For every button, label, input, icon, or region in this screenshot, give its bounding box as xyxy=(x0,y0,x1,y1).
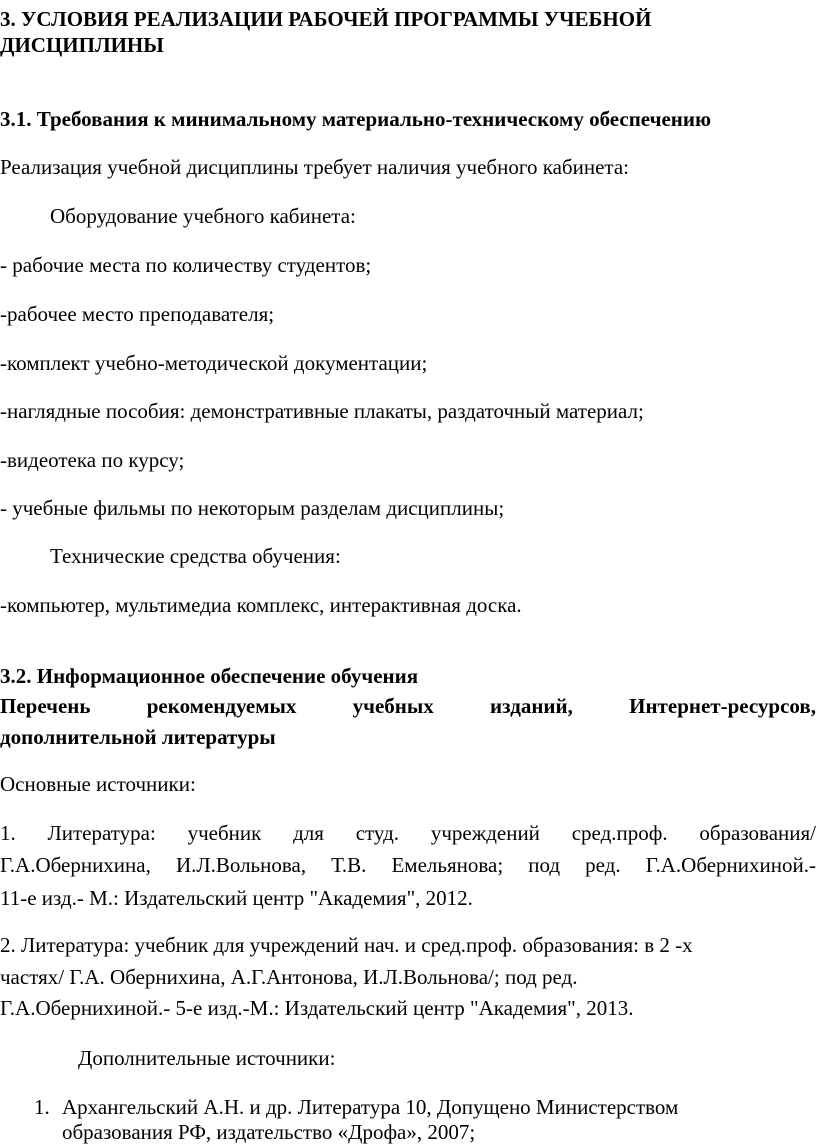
extra-source-1-line2: образования РФ, издательство «Дрофа», 2007; xyxy=(62,1120,476,1144)
equipment-item: - учебные фильмы по некоторым разделам дисциплины; xyxy=(0,496,505,520)
reference-word: для xyxy=(293,821,324,845)
reference-1-line2 xyxy=(0,852,816,878)
tech-item: -компьютер, мультимедиа комплекс, интерактивная доска. xyxy=(0,593,522,617)
reference-word: 1. xyxy=(0,821,16,845)
subheading-word: Перечень xyxy=(0,694,91,718)
subheading-word: изданий, xyxy=(490,694,573,718)
reference-1-line3: 11-е изд.- М.: Издательский центр "Академия", 2012. xyxy=(0,886,473,910)
reference-word: И.Л.Вольнова, xyxy=(175,853,307,877)
subsection-3-1-heading: 3.1. Требования к минимальному материально-техническому обеспечению xyxy=(0,107,712,131)
extra-source-1-number: 1. xyxy=(34,1095,50,1119)
reference-word: Литература: xyxy=(47,821,156,845)
intro-paragraph: Реализация учебной дисциплины требует наличия учебного кабинета: xyxy=(0,155,629,179)
section-title-line2: ДИСЦИПЛИНЫ xyxy=(0,33,164,57)
reference-word: Т.В. xyxy=(331,853,367,877)
reference-1-line1 xyxy=(0,820,816,846)
equipment-item: -рабочее место преподавателя; xyxy=(0,302,275,326)
reference-word: студ. xyxy=(355,821,400,845)
main-sources-heading: Основные источники: xyxy=(0,772,196,796)
subheading-word: учебных xyxy=(352,694,434,718)
reference-word: учебник xyxy=(187,821,262,845)
equipment-heading: Оборудование учебного кабинета: xyxy=(50,204,356,228)
reference-word: Емельянова; xyxy=(391,853,504,877)
reference-word: сред.проф. xyxy=(571,821,668,845)
reference-word: образования/ xyxy=(699,821,816,845)
subsection-3-2-subheading-line2: дополнительной литературы xyxy=(0,725,276,749)
subheading-word: рекомендуемых xyxy=(146,694,297,718)
equipment-item: -видеотека по курсу; xyxy=(0,448,185,472)
reference-word: ред. xyxy=(585,853,621,877)
reference-2-line3: Г.А.Обернихиной.- 5-е изд.-М.: Издательский центр "Академия", 2013. xyxy=(0,996,634,1020)
reference-2-line1: 2. Литература: учебник для учреждений нач. и сред.проф. образования: в 2 -х xyxy=(0,933,693,957)
reference-word: учреждений xyxy=(430,821,540,845)
reference-word: Г.А.Обернихина, xyxy=(0,853,151,877)
extra-sources-heading: Дополнительные источники: xyxy=(78,1046,336,1070)
tech-heading: Технические средства обучения: xyxy=(50,544,341,568)
extra-source-1-line1: Архангельский А.Н. и др. Литература 10, Допущено Министерством xyxy=(62,1095,679,1119)
reference-2-line2: частях/ Г.А. Обернихина, А.Г.Антонова, И.Л.Вольнова/; под ред. xyxy=(0,965,578,989)
equipment-item: - рабочие места по количеству студентов; xyxy=(0,253,372,277)
subheading-word: Интернет-ресурсов, xyxy=(629,694,816,718)
equipment-item: -комплект учебно-методической документации; xyxy=(0,351,428,375)
equipment-item: -наглядные пособия: демонстративные плакаты, раздаточный материал; xyxy=(0,399,644,423)
section-title-line1: 3. УСЛОВИЯ РЕАЛИЗАЦИИ РАБОЧЕЙ ПРОГРАММЫ УЧЕБНОЙ xyxy=(0,7,652,31)
reference-word: Г.А.Обернихиной.- xyxy=(645,853,816,877)
subsection-3-2-subheading-line1 xyxy=(0,693,816,719)
reference-word: под xyxy=(528,853,561,877)
subsection-3-2-heading: 3.2. Информационное обеспечение обучения xyxy=(0,664,419,688)
